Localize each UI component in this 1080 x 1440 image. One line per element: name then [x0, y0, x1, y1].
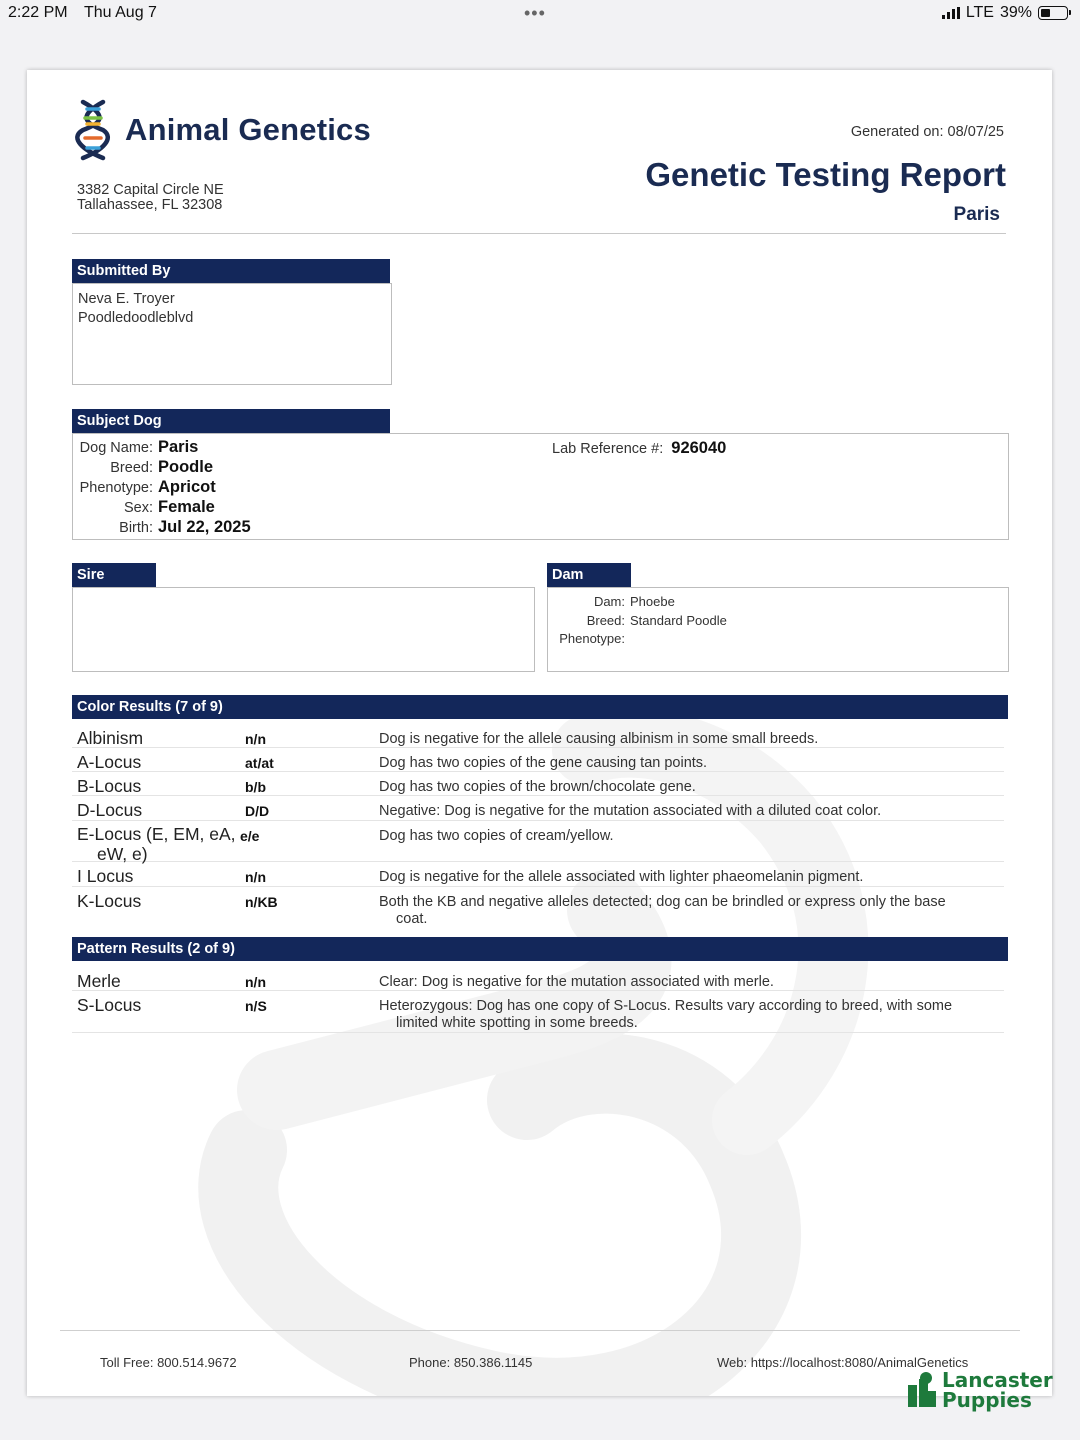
- result-description-text: Both the KB and negative alleles detected; dog can be brindled or express only the base coat.: [379, 894, 946, 927]
- header-divider: [72, 233, 1006, 234]
- network-label: LTE: [965, 4, 994, 21]
- generated-date: Generated on: 08/07/25: [850, 124, 1004, 140]
- result-genotype: D/D: [245, 803, 270, 819]
- field-value: Paris: [158, 438, 199, 456]
- color-results-table: [72, 724, 1004, 927]
- dna-helix-icon: [75, 98, 111, 162]
- submitter-org: Poodledoodleblvd: [78, 310, 194, 326]
- result-genotype: at/at: [245, 755, 274, 771]
- field-label: Breed:: [110, 460, 153, 476]
- subject-dog-header: Subject Dog: [72, 409, 390, 433]
- result-description: Dog has two copies of the gene causing tan points.: [379, 755, 708, 771]
- field-label: Birth:: [119, 520, 153, 536]
- result-row: [72, 821, 1004, 862]
- result-row: [72, 772, 1004, 796]
- status-date: Thu Aug 7: [84, 4, 157, 21]
- submitted-by-header: Submitted By: [72, 259, 390, 283]
- result-description-text: Heterozygous: Dog has one copy of S-Locus. Results vary according to breed, with some limited white spotting in some breeds.: [379, 998, 953, 1031]
- lancaster-line2: Puppies: [942, 1388, 1032, 1412]
- sire-box: [72, 587, 535, 672]
- submitter-name: Neva E. Troyer: [78, 291, 175, 307]
- lab-reference-label: Lab Reference #:: [552, 441, 664, 457]
- result-locus-text: E-Locus (E, EM, eA, eW, e): [77, 824, 236, 864]
- report-page: [27, 70, 1052, 1396]
- result-row: [72, 887, 1004, 927]
- lancaster-puppies-icon: [906, 1371, 938, 1409]
- brand-logo: [75, 98, 371, 162]
- result-genotype: n/n: [245, 869, 266, 885]
- dam-field-phenotype: [548, 631, 630, 646]
- result-row: [72, 862, 1004, 887]
- status-bar: [0, 0, 1080, 28]
- result-locus: I Locus: [77, 866, 134, 886]
- lancaster-puppies-text: [942, 1370, 1053, 1410]
- result-locus: D-Locus: [77, 800, 143, 820]
- field-value: Standard Poodle: [630, 613, 727, 628]
- field-label: Phenotype:: [79, 480, 153, 496]
- field-label: Sex:: [123, 500, 153, 516]
- field-label: Phenotype:: [559, 631, 625, 646]
- color-results-header: Color Results (7 of 9): [72, 695, 1008, 719]
- lab-reference-value: 926040: [671, 439, 727, 457]
- result-description: [379, 890, 1004, 927]
- dam-field-name: [548, 594, 675, 609]
- multitask-dots-icon[interactable]: •••: [524, 3, 546, 23]
- field-value: Phoebe: [630, 594, 675, 609]
- field-value: Female: [158, 498, 215, 516]
- dam-box: [547, 587, 1009, 672]
- lancaster-puppies-logo: [906, 1370, 1053, 1410]
- field-birth: [73, 518, 251, 537]
- status-right: [942, 4, 1068, 22]
- dam-header: Dam: [547, 563, 631, 587]
- field-breed: [73, 458, 213, 477]
- footer-divider: [60, 1330, 1020, 1331]
- battery-icon: [1038, 6, 1068, 20]
- result-locus: Merle: [77, 971, 121, 991]
- subject-dog-box: [72, 433, 1009, 540]
- result-description: Dog is negative for the allele causing albinism in some small breeds.: [379, 731, 819, 747]
- result-row: [72, 991, 1004, 1033]
- result-genotype: n/n: [245, 731, 266, 747]
- lancaster-line1: Lancaster: [942, 1368, 1053, 1392]
- result-genotype: e/e: [240, 828, 260, 844]
- result-description: Dog is negative for the allele associated with lighter phaeomelanin pigment.: [379, 869, 864, 885]
- result-description: Negative: Dog is negative for the mutation associated with a diluted coat color.: [379, 803, 882, 819]
- result-row: [72, 724, 1004, 748]
- result-genotype: b/b: [245, 779, 266, 795]
- result-description: Dog has two copies of the brown/chocolate gene.: [379, 779, 696, 795]
- result-genotype: n/S: [245, 998, 267, 1014]
- result-genotype: n/KB: [245, 894, 278, 910]
- field-sex: [73, 498, 215, 517]
- result-row: [72, 967, 1004, 991]
- footer-web[interactable]: Web: https://localhost:8080/AnimalGenetics: [717, 1355, 969, 1370]
- report-dog-name: Paris: [953, 204, 1000, 225]
- address-line2: Tallahassee, FL 32308: [77, 197, 223, 213]
- result-genotype: n/n: [245, 974, 266, 990]
- field-dog-name: [73, 438, 198, 457]
- report-title: Genetic Testing Report: [645, 156, 1006, 193]
- brand-name: Animal Genetics: [125, 112, 371, 147]
- result-locus: B-Locus: [77, 776, 142, 796]
- field-label: Dog Name:: [79, 440, 153, 456]
- brand-address: [77, 183, 224, 213]
- status-time: 2:22 PM: [8, 4, 68, 21]
- field-value: Poodle: [158, 458, 214, 476]
- signal-icon: [942, 7, 960, 19]
- result-description: Dog has two copies of cream/yellow.: [379, 828, 614, 844]
- field-label: Breed:: [586, 613, 625, 628]
- result-row: [72, 748, 1004, 772]
- lab-reference: [552, 439, 726, 458]
- result-row: [72, 796, 1004, 821]
- footer-toll-free: Toll Free: 800.514.9672: [100, 1355, 237, 1370]
- result-description: [379, 994, 1004, 1032]
- field-label: Dam:: [593, 594, 625, 609]
- pattern-results-header: Pattern Results (2 of 9): [72, 937, 1008, 961]
- result-description: Clear: Dog is negative for the mutation associated with merle.: [379, 974, 774, 990]
- pattern-results-table: [72, 967, 1004, 1033]
- footer-phone: Phone: 850.386.1145: [409, 1355, 533, 1370]
- field-value: Jul 22, 2025: [158, 518, 251, 536]
- address-line1: 3382 Capital Circle NE: [77, 182, 224, 198]
- result-locus: S-Locus: [77, 995, 142, 1015]
- dam-field-breed: [548, 613, 727, 628]
- sire-header: Sire: [72, 563, 156, 587]
- submitted-by-box: [72, 283, 392, 385]
- battery-percent: 39%: [999, 4, 1032, 21]
- result-locus: A-Locus: [77, 752, 142, 772]
- result-locus: [72, 824, 240, 864]
- result-locus: K-Locus: [77, 891, 142, 911]
- result-locus: Albinism: [77, 728, 144, 748]
- field-phenotype: [73, 478, 216, 497]
- field-value: Apricot: [158, 478, 216, 496]
